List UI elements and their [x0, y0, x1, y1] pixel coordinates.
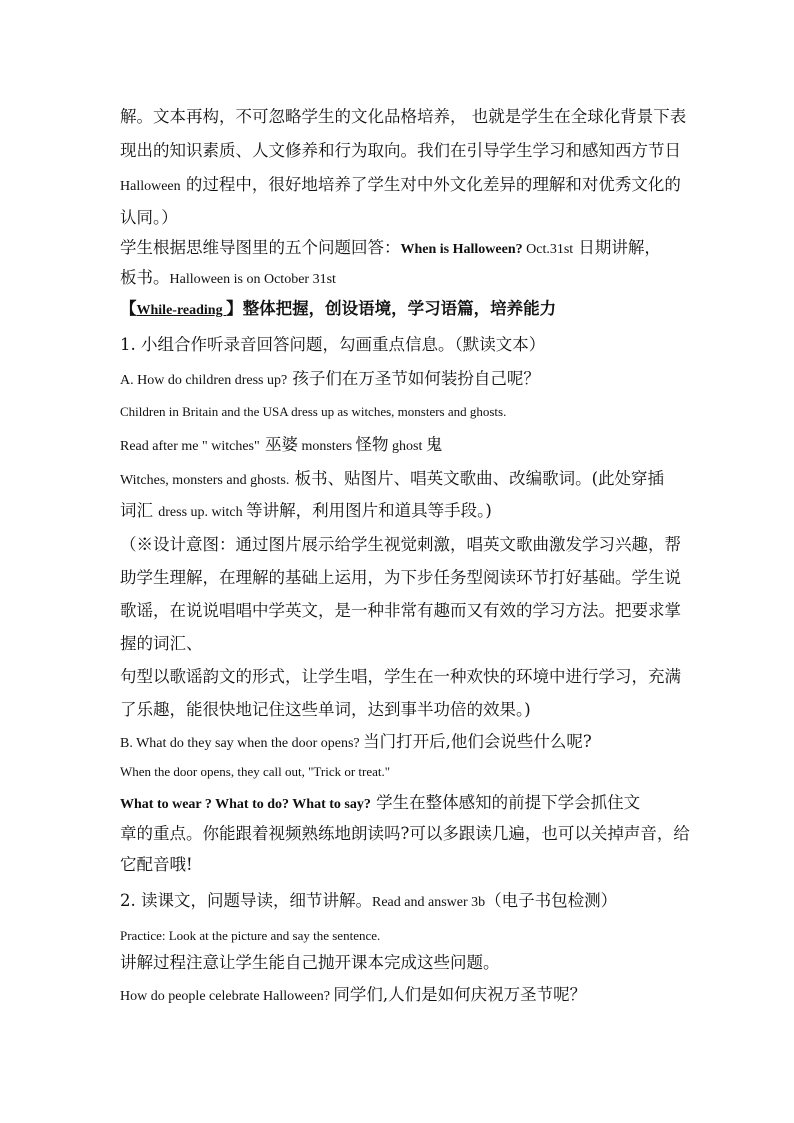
- inline-english-term: dress up. witch: [158, 505, 247, 520]
- question-a: A. How do children dress up?: [120, 373, 288, 388]
- inline-text: 怪物: [355, 435, 389, 454]
- bold-question: When is Halloween?: [400, 242, 523, 257]
- inline-text: 学生在整体感知的前提下学会抓住文: [370, 793, 641, 812]
- paragraph-line: [120, 987, 586, 1004]
- inline-text: 日期讲解，: [573, 238, 661, 257]
- inline-text: 板书。: [120, 268, 170, 287]
- section-subtitle: 】整体把握，创设语境，学习语篇，培养能力: [226, 299, 557, 318]
- paragraph-line: 助学生理解，在理解的基础上运用，为下步任务型阅读环节打好基础。学生说: [120, 568, 681, 587]
- bracket-open: 【: [120, 299, 137, 318]
- inline-english-term: ghost: [388, 439, 426, 454]
- paragraph-line: 握的词汇、: [120, 634, 203, 653]
- question-b: B. What do they say when the door opens?: [120, 736, 364, 751]
- paragraph-line: [120, 371, 540, 388]
- inline-text: 鬼: [425, 435, 443, 454]
- paragraph-line: [120, 893, 617, 910]
- paragraph-line: 它配音哦!: [120, 855, 193, 874]
- paragraph-line: 章的重点。你能跟着视频熟练地朗读吗?可以多跟读几遍，也可以关掉声音，给: [120, 824, 690, 843]
- document-page: [120, 0, 690, 1123]
- inline-text: 同学们,人们是如何庆祝万圣节呢？: [333, 985, 587, 1004]
- paragraph-line: [120, 471, 664, 488]
- paragraph-line: 讲解过程注意让学生能自己抛开课本完成这些问题。: [120, 953, 500, 972]
- inline-english-term: Halloween: [120, 179, 181, 194]
- paragraph-line: 认同。）: [120, 208, 178, 227]
- paragraph-line: 现出的知识素质、人文修养和行为取向。我们在引导学生学习和感知西方节日: [120, 141, 681, 160]
- paragraph-line: 歌谣，在说说唱唱中学英文，是一种非常有趣而又有效的学习方法。把要求掌: [120, 601, 681, 620]
- inline-text: 词汇: [120, 501, 159, 520]
- paragraph-line: [120, 240, 661, 257]
- inline-english-question: How do people celebrate Halloween?: [120, 989, 334, 1004]
- question-b-translation: 当门打开后,他们会说些什么呢?: [363, 732, 592, 751]
- inline-text: 的过程中，很好地培养了学生对中外文化差异的理解和对优秀文化的: [180, 175, 681, 194]
- paragraph-line: Practice: Look at the picture and say the sentence.: [120, 928, 381, 943]
- inline-text: 巫婆: [259, 435, 298, 454]
- inline-text: 学生根据思维导图里的五个问题回答：: [120, 238, 401, 257]
- inline-english-term: Read and answer 3b: [372, 895, 486, 910]
- section-heading: [120, 301, 556, 318]
- inline-english-term: monsters: [297, 439, 356, 454]
- inline-text: 板书、贴图片、唱英文歌曲、改编歌词。(此处穿插: [289, 469, 665, 488]
- bold-questions: What to wear ? What to do? What to say?: [120, 797, 371, 812]
- paragraph-line: [120, 177, 681, 194]
- inline-text: （电子书包检测）: [485, 891, 618, 910]
- inline-text: 2. 读课文，问题导读，细节讲解。: [120, 891, 372, 910]
- paragraph-line: 1. 小组合作听录音回答问题，勾画重点信息。（默读文本）: [120, 335, 546, 354]
- paragraph-line: 了乐趣，能很快地记住这些单词，达到事半功倍的效果。): [120, 700, 531, 719]
- paragraph-line: [120, 734, 592, 751]
- inline-english-term: Witches, monsters and ghosts.: [120, 473, 290, 488]
- paragraph-line: （※设计意图：通过图片展示给学生视觉刺激，唱英文歌曲激发学习兴趣，帮: [120, 535, 681, 554]
- inline-english-term: Read after me " witches": [120, 439, 260, 454]
- paragraph-line: [120, 795, 640, 812]
- question-a-translation: 孩子们在万圣节如何装扮自己呢？: [287, 369, 540, 388]
- section-title: While-reading: [136, 303, 227, 318]
- inline-english-term: Halloween is on October 31st: [169, 272, 336, 287]
- paragraph-line: When the door opens, they call out, "Trick or treat.": [120, 764, 391, 779]
- paragraph-line: [120, 503, 492, 520]
- paragraph-line: 解。文本再构，不可忽略学生的文化品格培养， 也就是学生在全球化背景下表: [120, 107, 687, 126]
- paragraph-line: Children in Britain and the USA dress up as witches, monsters and ghosts.: [120, 404, 507, 419]
- inline-text: 等讲解，利用图片和道具等手段。): [246, 501, 492, 520]
- inline-english-term: Oct.31st: [522, 242, 574, 257]
- paragraph-line: [120, 437, 442, 454]
- paragraph-line: [120, 270, 336, 287]
- paragraph-line: 句型以歌谣韵文的形式，让学生唱，学生在一种欢快的环境中进行学习，充满: [120, 667, 681, 686]
